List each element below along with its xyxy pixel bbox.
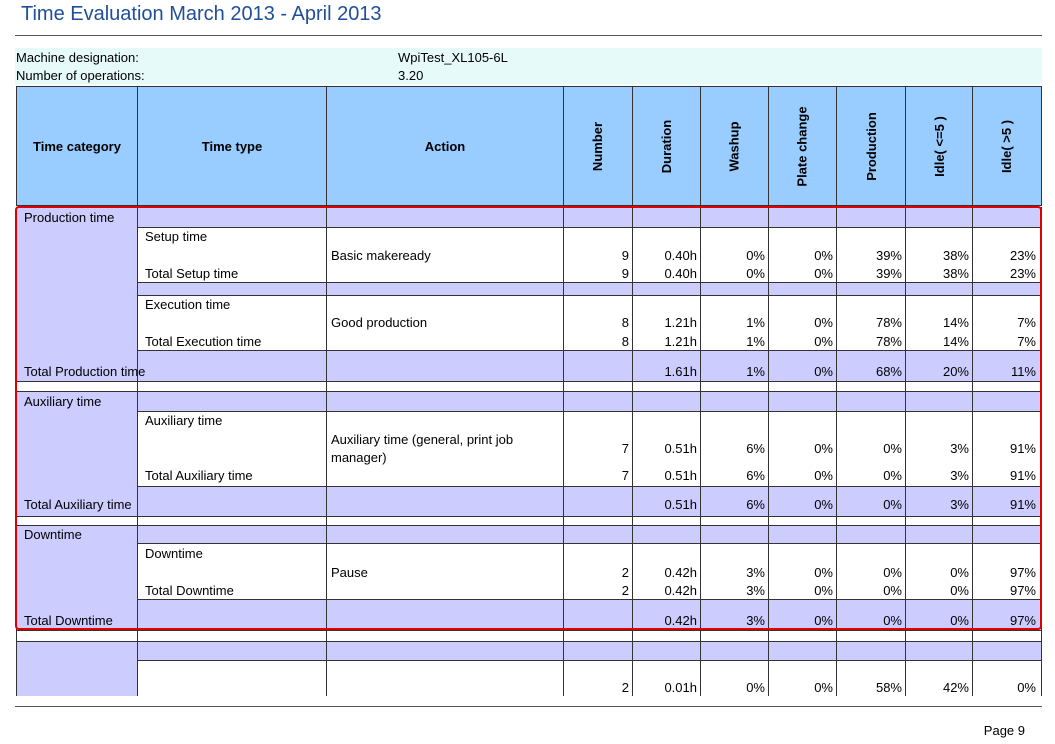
report-title: Time Evaluation March 2013 - April 2013 xyxy=(21,3,382,25)
plate-change-cell: 0% xyxy=(814,680,833,695)
action-cell: Basic makeready xyxy=(331,248,431,263)
duration-cell: 0.42h xyxy=(664,583,697,598)
header-time-type: Time type xyxy=(137,86,327,206)
machine-value: WpiTest_XL105-6L xyxy=(398,50,508,65)
washup-cell: 0% xyxy=(746,266,765,281)
idle-gt5-cell: 97% xyxy=(1009,613,1036,628)
washup-cell: 6% xyxy=(746,468,765,483)
grid-line xyxy=(16,516,1042,517)
category-label: Auxiliary time xyxy=(24,394,102,409)
time-type-label: Auxiliary time xyxy=(145,413,223,428)
production-cell: 0% xyxy=(883,441,902,456)
idle-le5-cell: 20% xyxy=(942,364,969,379)
machine-label: Machine designation: xyxy=(16,50,139,65)
number-cell: 2 xyxy=(621,565,629,580)
grid-line xyxy=(137,411,1042,412)
duration-cell: 0.51h xyxy=(664,441,697,456)
idle-gt5-cell: 23% xyxy=(1009,248,1036,263)
subtotal-label: Total Auxiliary time xyxy=(145,468,253,483)
plate-change-cell: 0% xyxy=(814,266,833,281)
washup-cell: 0% xyxy=(746,680,765,695)
idle-le5-cell: 3% xyxy=(950,497,969,512)
grid-line xyxy=(16,641,1042,642)
plate-change-cell: 0% xyxy=(814,441,833,456)
plate-change-cell: 0% xyxy=(814,364,833,379)
subtotal-label: Total Execution time xyxy=(145,334,262,349)
grid-line xyxy=(137,295,1042,296)
production-cell: 68% xyxy=(875,364,902,379)
time-evaluation-table xyxy=(16,86,1042,696)
time-type-label: Execution time xyxy=(145,297,231,312)
idle-le5-cell: 0% xyxy=(950,583,969,598)
washup-cell: 1% xyxy=(746,334,765,349)
duration-cell: 1.61h xyxy=(664,364,697,379)
header-production: Production xyxy=(836,86,906,206)
plate-change-cell: 0% xyxy=(814,315,833,330)
duration-cell: 0.51h xyxy=(664,468,697,483)
production-cell: 39% xyxy=(875,266,902,281)
idle-gt5-cell: 91% xyxy=(1009,441,1036,456)
number-cell: 8 xyxy=(621,315,629,330)
header-action: Action xyxy=(326,86,564,206)
plate-change-cell: 0% xyxy=(814,334,833,349)
header-number: Number xyxy=(563,86,633,206)
idle-le5-cell: 0% xyxy=(950,565,969,580)
plate-change-cell: 0% xyxy=(814,497,833,512)
number-cell: 9 xyxy=(621,266,629,281)
idle-gt5-cell: 91% xyxy=(1009,468,1036,483)
idle-gt5-cell: 23% xyxy=(1009,266,1036,281)
time-type-label: Downtime xyxy=(145,546,203,561)
idle-le5-cell: 3% xyxy=(950,468,969,483)
action-cell: Auxiliary time (general, print job xyxy=(331,432,514,447)
grid-line xyxy=(137,227,1042,228)
category-label: Downtime xyxy=(24,527,82,542)
action-cell: Pause xyxy=(331,565,368,580)
production-cell: 78% xyxy=(875,334,902,349)
idle-le5-cell: 3% xyxy=(950,441,969,456)
idle-le5-cell: 14% xyxy=(942,315,969,330)
idle-gt5-cell: 7% xyxy=(1017,334,1036,349)
meta-panel xyxy=(15,48,1042,84)
plate-change-cell: 0% xyxy=(814,468,833,483)
number-cell: 7 xyxy=(621,441,629,456)
number-cell: 9 xyxy=(621,248,629,263)
idle-gt5-cell: 91% xyxy=(1009,497,1036,512)
plate-change-cell: 0% xyxy=(814,248,833,263)
production-cell: 58% xyxy=(875,680,902,695)
idle-le5-cell: 0% xyxy=(950,613,969,628)
number-cell: 2 xyxy=(621,583,629,598)
duration-cell: 0.40h xyxy=(664,248,697,263)
grid-line xyxy=(137,599,1042,600)
production-cell: 0% xyxy=(883,468,902,483)
production-cell: 0% xyxy=(883,497,902,512)
plate-change-cell: 0% xyxy=(814,583,833,598)
number-cell: 8 xyxy=(621,334,629,349)
washup-cell: 3% xyxy=(746,565,765,580)
category-total-label: Total Downtime xyxy=(24,613,113,628)
number-cell: 2 xyxy=(621,680,629,695)
title-rule xyxy=(15,35,1042,36)
idle-gt5-cell: 97% xyxy=(1009,583,1036,598)
idle-gt5-cell: 97% xyxy=(1009,565,1036,580)
category-total-label: Total Auxiliary time xyxy=(24,497,132,512)
duration-cell: 1.21h xyxy=(664,315,697,330)
washup-cell: 1% xyxy=(746,364,765,379)
grid-line xyxy=(16,630,1042,631)
idle-gt5-cell: 7% xyxy=(1017,315,1036,330)
production-cell: 0% xyxy=(883,613,902,628)
subtotal-label: Total Downtime xyxy=(145,583,234,598)
grid-line xyxy=(1041,207,1042,696)
grid-line xyxy=(137,282,1042,283)
footer-rule xyxy=(15,706,1042,707)
idle-le5-cell: 38% xyxy=(942,248,969,263)
header-plate-change: Plate change xyxy=(768,86,837,206)
grid-line xyxy=(137,543,1042,544)
header-washup: Washup xyxy=(700,86,769,206)
washup-cell: 0% xyxy=(746,248,765,263)
duration-cell: 1.21h xyxy=(664,334,697,349)
number-cell: 7 xyxy=(621,468,629,483)
washup-cell: 1% xyxy=(746,315,765,330)
operations-value: 3.20 xyxy=(398,68,424,83)
duration-cell: 0.42h xyxy=(664,613,697,628)
washup-cell: 6% xyxy=(746,497,765,512)
idle-le5-cell: 38% xyxy=(942,266,969,281)
grid-line xyxy=(137,207,138,696)
action-cell-line2: manager) xyxy=(331,450,387,465)
idle-le5-cell: 42% xyxy=(942,680,969,695)
idle-le5-cell: 14% xyxy=(942,334,969,349)
grid-line xyxy=(16,525,1042,526)
duration-cell: 0.42h xyxy=(664,565,697,580)
subtotal-label: Total Setup time xyxy=(145,266,239,281)
washup-cell: 3% xyxy=(746,583,765,598)
header-duration: Duration xyxy=(632,86,701,206)
idle-gt5-cell: 0% xyxy=(1017,680,1036,695)
grid-line xyxy=(137,486,1042,487)
operations-label: Number of operations: xyxy=(16,68,145,83)
header-time-category: Time category xyxy=(16,86,138,206)
idle-gt5-cell: 11% xyxy=(1010,364,1036,379)
header-idle-gt5: Idle( >5 ) xyxy=(972,86,1042,206)
grid-line xyxy=(137,660,1042,661)
plate-change-cell: 0% xyxy=(814,565,833,580)
duration-cell: 0.51h xyxy=(664,497,697,512)
page-number: Page 9 xyxy=(983,723,1025,738)
production-cell: 39% xyxy=(875,248,902,263)
duration-cell: 0.01h xyxy=(664,680,697,695)
production-cell: 0% xyxy=(883,583,902,598)
duration-cell: 0.40h xyxy=(664,266,697,281)
action-cell: Good production xyxy=(331,315,428,330)
grid-line xyxy=(16,391,1042,392)
production-cell: 78% xyxy=(875,315,902,330)
grid-line xyxy=(326,207,327,696)
washup-cell: 3% xyxy=(746,613,765,628)
category-total-label: Total Production time xyxy=(24,364,146,379)
category-label: Production time xyxy=(24,210,115,225)
time-type-label: Setup time xyxy=(145,229,208,244)
grid-line xyxy=(16,207,17,696)
plate-change-cell: 0% xyxy=(814,613,833,628)
grid-line xyxy=(16,381,1042,382)
header-idle-le5: Idle( <=5 ) xyxy=(905,86,973,206)
grid-line xyxy=(137,350,1042,351)
washup-cell: 6% xyxy=(746,441,765,456)
production-cell: 0% xyxy=(883,565,902,580)
